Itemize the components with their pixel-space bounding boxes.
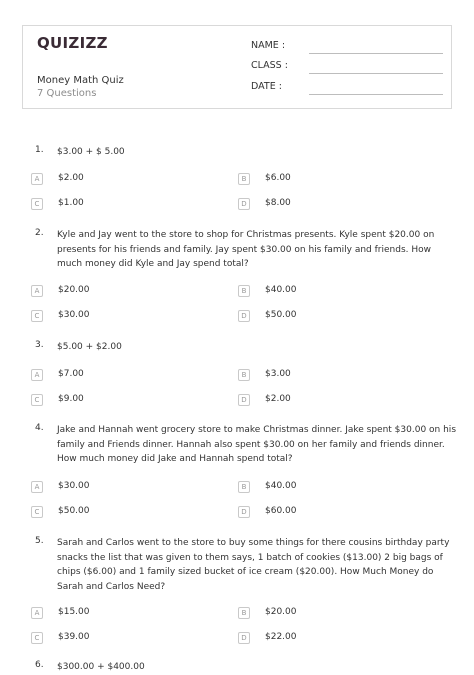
header-box [22,25,452,109]
option-value: $7.00 [58,369,84,379]
option-value: $39.00 [58,632,90,642]
date-line [309,94,443,95]
option-letter-badge: B [238,285,250,297]
option-value: $30.00 [58,481,90,491]
question-number: 3. [35,340,44,350]
option-letter-badge: A [31,369,43,381]
question-text: Sarah and Carlos went to the store to buy some things for there cousins birthday party snacks the list that was given to them says, 1 batch of cookies ($13.00) 2 big bags of chips ($6.00) and 1 family sized bucket of ice cream ($20.00). How Much Money do Sarah and Carlos Need? [57,538,450,592]
option-value: $40.00 [265,285,297,295]
option-value: $20.00 [58,285,90,295]
quizizz-logo: QUIZIZZ [37,34,108,52]
question-number: 1. [35,145,44,155]
option-letter-badge: D [238,394,250,406]
option-value: $22.00 [265,632,297,642]
question-count: 7 Questions [37,88,97,99]
question-number: 4. [35,423,44,433]
option-letter-badge: D [238,310,250,322]
option-value: $60.00 [265,506,297,516]
date-label: DATE : [251,81,282,92]
option-value: $2.00 [58,173,84,183]
class-field [251,60,441,74]
option-value: $50.00 [58,506,90,516]
option-value: $20.00 [265,607,297,617]
class-line [309,73,443,74]
question-text: $5.00 + $2.00 [57,342,122,352]
quiz-title: Money Math Quiz [37,75,124,86]
option-value: $3.00 [265,369,291,379]
option-letter-badge: C [31,198,43,210]
option-letter-badge: A [31,481,43,493]
option-letter-badge: C [31,310,43,322]
question-number: 6. [35,660,44,670]
date-field [251,81,441,95]
class-label: CLASS : [251,60,288,71]
option-letter-badge: A [31,285,43,297]
option-letter-badge: B [238,173,250,185]
question-number: 2. [35,228,44,238]
option-letter-badge: B [238,481,250,493]
name-line [309,53,443,54]
option-letter-badge: D [238,198,250,210]
option-letter-badge: C [31,506,43,518]
name-label: NAME : [251,40,286,51]
option-value: $9.00 [58,394,84,404]
name-field [251,40,441,54]
option-letter-badge: D [238,506,250,518]
question-text: Jake and Hannah went grocery store to make Christmas dinner. Jake spent $30.00 on his family and Friends dinner. Hannah also spent $30.00 on her family and friends dinner. How much money did Jake and Hannah spend total? [57,425,457,464]
question-text: $300.00 + $400.00 [57,662,145,672]
option-value: $30.00 [58,310,90,320]
option-letter-badge: B [238,607,250,619]
option-value: $50.00 [265,310,297,320]
option-value: $8.00 [265,198,291,208]
option-letter-badge: D [238,632,250,644]
option-letter-badge: A [31,173,43,185]
option-letter-badge: B [238,369,250,381]
question-text: $3.00 + $ 5.00 [57,147,125,157]
option-value: $6.00 [265,173,291,183]
option-value: $40.00 [265,481,297,491]
question-text: Kyle and Jay went to the store to shop for Christmas presents. Kyle spent $20.00 on presents for his friends and family. Jay spent $30.00 on his family and friends. How much money did Kyle and Jay spend total? [57,230,435,269]
option-letter-badge: C [31,632,43,644]
option-value: $2.00 [265,394,291,404]
question-number: 5. [35,536,44,546]
option-letter-badge: C [31,394,43,406]
option-letter-badge: A [31,607,43,619]
option-value: $15.00 [58,607,90,617]
option-value: $1.00 [58,198,84,208]
